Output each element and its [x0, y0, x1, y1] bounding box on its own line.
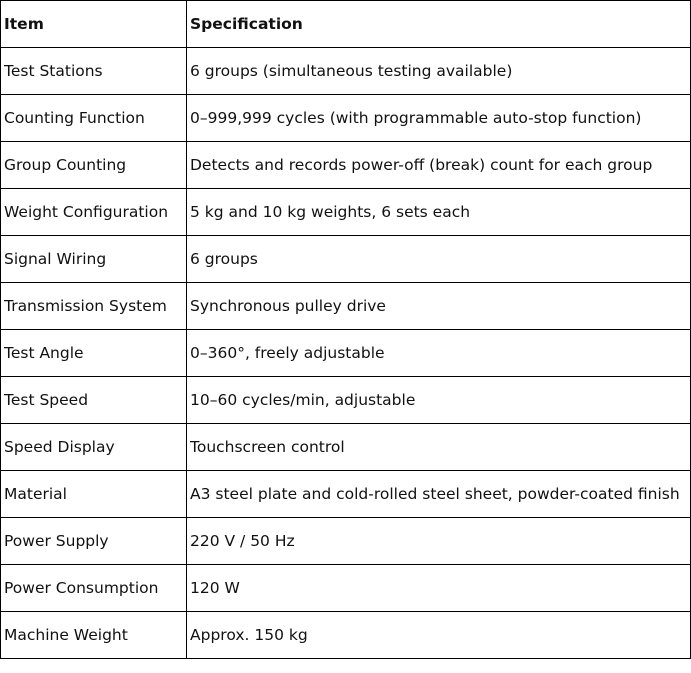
- item-cell: Power Consumption: [1, 565, 187, 612]
- table-row: [1, 142, 691, 189]
- item-cell: Test Angle: [1, 330, 187, 377]
- item-cell: Power Supply: [1, 518, 187, 565]
- specification-cell: 5 kg and 10 kg weights, 6 sets each: [187, 189, 691, 236]
- specification-cell: 6 groups: [187, 236, 691, 283]
- specification-cell: Approx. 150 kg: [187, 612, 691, 659]
- item-cell: Speed Display: [1, 424, 187, 471]
- item-cell: Test Stations: [1, 48, 187, 95]
- table-row: [1, 283, 691, 330]
- table-row: [1, 612, 691, 659]
- table-row: [1, 236, 691, 283]
- item-cell: Signal Wiring: [1, 236, 187, 283]
- item-cell: Weight Configuration: [1, 189, 187, 236]
- item-cell: Transmission System: [1, 283, 187, 330]
- specification-cell: Touchscreen control: [187, 424, 691, 471]
- specification-cell: 10–60 cycles/min, adjustable: [187, 377, 691, 424]
- header-item: Item: [1, 1, 187, 48]
- specification-cell: Synchronous pulley drive: [187, 283, 691, 330]
- item-cell: Machine Weight: [1, 612, 187, 659]
- specification-cell: 0–999,999 cycles (with programmable auto-stop function): [187, 95, 691, 142]
- item-cell: Material: [1, 471, 187, 518]
- table-row: [1, 471, 691, 518]
- table-header-row: [1, 1, 691, 48]
- table-row: [1, 377, 691, 424]
- table-row: [1, 189, 691, 236]
- table-row: [1, 95, 691, 142]
- table-row: [1, 330, 691, 377]
- specification-cell: A3 steel plate and cold-rolled steel sheet, powder-coated finish: [187, 471, 691, 518]
- table-row: [1, 518, 691, 565]
- specification-cell: 120 W: [187, 565, 691, 612]
- item-cell: Test Speed: [1, 377, 187, 424]
- specification-cell: Detects and records power-off (break) count for each group: [187, 142, 691, 189]
- specification-cell: 6 groups (simultaneous testing available): [187, 48, 691, 95]
- table-row: [1, 48, 691, 95]
- header-specification: Specification: [187, 1, 691, 48]
- table-row: [1, 565, 691, 612]
- specification-cell: 220 V / 50 Hz: [187, 518, 691, 565]
- specification-cell: 0–360°, freely adjustable: [187, 330, 691, 377]
- table-row: [1, 424, 691, 471]
- item-cell: Group Counting: [1, 142, 187, 189]
- item-cell: Counting Function: [1, 95, 187, 142]
